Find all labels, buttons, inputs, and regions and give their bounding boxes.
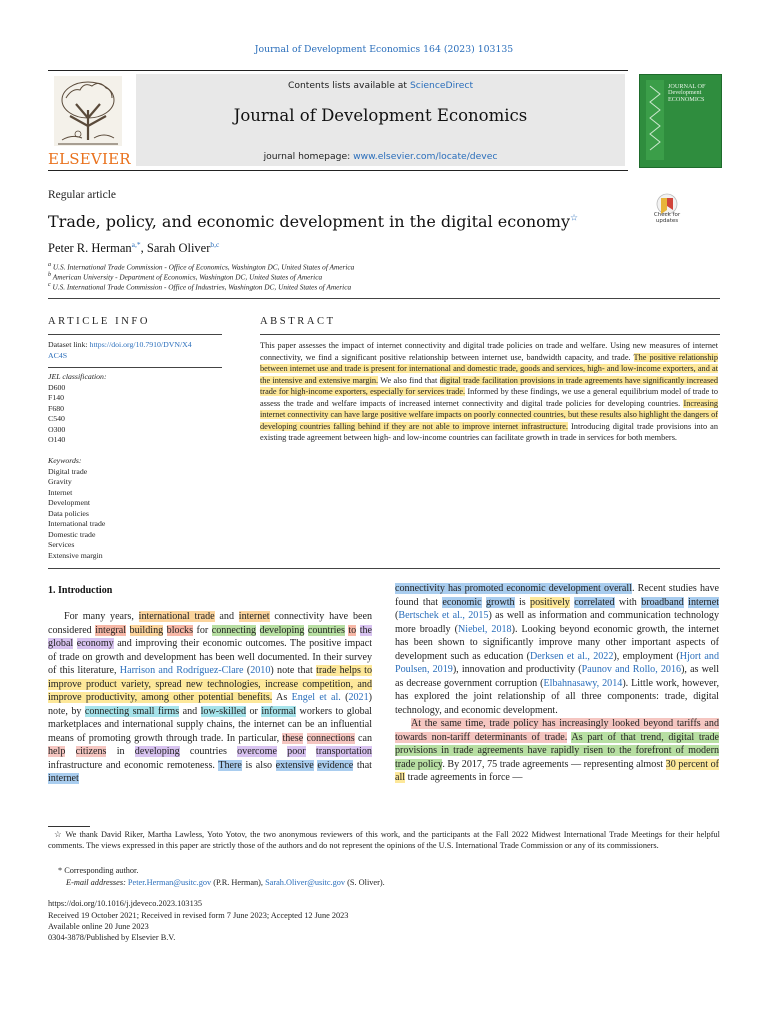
header-rule-top: [48, 70, 628, 71]
text: . Recent studies have found that: [395, 583, 720, 608]
highlight-span[interactable]: At the same time, trade policy has increasingly looked beyond tariffs and towards non-tariff determinants of trade.: [395, 718, 719, 743]
highlight-span[interactable]: evidence: [317, 759, 354, 771]
highlight-span[interactable]: help: [48, 746, 66, 757]
author-affiliation-mark[interactable]: b,c: [210, 240, 220, 249]
text: ) note that: [270, 665, 317, 676]
keyword: Data policies: [48, 508, 89, 518]
citation-link[interactable]: 2010: [250, 665, 271, 676]
article-title: [48, 212, 578, 231]
keyword: Internet: [48, 487, 73, 497]
text: connectivity have been considered: [48, 611, 372, 636]
divider: [48, 367, 222, 368]
journal-title: Journal of Development Economics: [233, 106, 528, 125]
cover-decoration: [646, 80, 664, 160]
keyword: Digital trade: [48, 466, 88, 476]
text: infrastructure and economic remoteness.: [48, 759, 219, 771]
highlight-span[interactable]: connecting small firms: [84, 705, 180, 717]
keyword: Development: [48, 498, 91, 507]
highlight-span[interactable]: blocks: [166, 624, 194, 636]
author-affiliation-mark[interactable]: a,*: [131, 240, 141, 249]
highlight-span[interactable]: global: [48, 638, 74, 649]
jel-code: F140: [48, 393, 65, 402]
highlight-span[interactable]: positively: [530, 596, 570, 608]
dataset-link[interactable]: https://doi.org/10.7910/DVN/X4: [89, 340, 192, 349]
sciencedirect-link[interactable]: ScienceDirect: [409, 80, 474, 91]
text: can: [354, 732, 373, 744]
divider: [48, 298, 720, 299]
text: for: [193, 624, 212, 636]
abstract-heading: ABSTRACT: [260, 316, 336, 327]
highlight-span[interactable]: There: [218, 759, 242, 771]
email-link[interactable]: Peter.Herman@usitc.gov: [127, 878, 212, 887]
abstract-text: This paper assesses the impact of internet connectivity and digital trade policies on trade and welfare. Using new measures of internet connectivity, we find a significant positive relationship between internet use, bandwidth capacity, and trade.: [260, 341, 718, 362]
journal-citation[interactable]: Journal of Development Economics 164 (2023) 103135: [254, 44, 514, 55]
highlight-span[interactable]: informal: [261, 705, 297, 717]
check-badge-line-1: Check for: [653, 212, 681, 218]
cover-title-line-3: ECONOMICS: [668, 95, 705, 103]
highlight-span[interactable]: broadband: [641, 596, 684, 608]
text: ), as well as decrease government corruption (: [395, 664, 719, 689]
intro-column-left: [48, 610, 372, 786]
highlight-span[interactable]: internet: [238, 611, 270, 622]
text: [256, 625, 259, 636]
citation-link[interactable]: Hjort and Poulsen, 2019: [395, 650, 719, 675]
text: [65, 746, 75, 757]
highlight-span[interactable]: poor: [287, 746, 306, 757]
jel-code: D600: [48, 382, 66, 392]
highlight-span[interactable]: The positive relationship between internet use and trade is present for international and domestic trade, goods and services, high- and low-income exporters, and at the intensive and extensive margin.: [260, 352, 718, 385]
highlight-span[interactable]: connections: [306, 732, 355, 744]
affiliation-c: [48, 282, 351, 291]
highlight-span[interactable]: developing: [259, 624, 305, 636]
email-owner: (P.R. Herman),: [211, 878, 266, 887]
footnote-rule: [48, 826, 90, 827]
author-separator: ,: [140, 241, 147, 256]
dataset-link-cont[interactable]: AC4S: [48, 350, 68, 360]
abstract-text: We also find that: [378, 375, 440, 385]
affiliation-text: U.S. International Trade Commission - Office of Economics, Washington DC, United States of America: [52, 262, 355, 272]
online-date: Available online 20 June 2023: [48, 922, 149, 931]
highlight-span[interactable]: trade helps to improve product variety, spread new technologies, increase competition, and improve productivity, among other potential benefits.: [48, 665, 373, 703]
affiliation-mark: c: [48, 282, 51, 288]
jel-code: O300: [48, 424, 66, 434]
highlight-span[interactable]: growth: [485, 596, 515, 608]
highlight-span[interactable]: 30 percent of all: [395, 758, 719, 783]
text: trade agreements in force —: [405, 772, 523, 783]
citation-link[interactable]: Niebel, 2018: [457, 623, 512, 635]
jel-block: [48, 372, 226, 446]
text: [306, 746, 316, 757]
author-name[interactable]: Sarah Oliver: [146, 241, 211, 256]
citation-link[interactable]: 2021: [348, 692, 369, 703]
jel-code: C540: [48, 414, 65, 423]
citation-link[interactable]: Derksen et al., 2022: [529, 650, 614, 662]
jel-code: O140: [48, 435, 66, 444]
highlight-span[interactable]: overcome: [237, 746, 277, 757]
header-rule-bottom: [48, 170, 628, 171]
keyword: International trade: [48, 519, 106, 528]
elsevier-wordmark: ELSEVIER: [48, 150, 131, 168]
affiliation-mark: b: [48, 272, 52, 278]
homepage-prefix: journal homepage:: [263, 151, 354, 162]
affiliation-b: [48, 272, 322, 281]
jel-code: F680: [48, 403, 65, 413]
text: (: [340, 692, 349, 703]
email-label: E-mail addresses:: [66, 878, 126, 887]
highlight-span[interactable]: economy: [76, 638, 114, 649]
affiliation-text: U.S. International Trade Commission - Office of Industries, Washington DC, United States of America: [52, 282, 352, 292]
check-for-updates-label: [645, 212, 689, 224]
keywords-label: Keywords:: [48, 456, 82, 465]
affiliation-text: American University - Department of Economics, Washington DC, United States of America: [52, 272, 323, 282]
text: ), employment (: [613, 650, 680, 662]
jel-label: JEL classification:: [48, 372, 107, 381]
intro-paragraph: [395, 717, 719, 785]
article-info-heading: ARTICLE INFO: [48, 316, 151, 327]
cover-title-line-1: JOURNAL OF: [668, 83, 706, 90]
footnote-text: Corresponding author.: [64, 866, 139, 875]
history-dates: Received 19 October 2021; Received in revised form 7 June 2023; Accepted 12 June 2023: [48, 911, 349, 920]
highlight-span[interactable]: As part of that trend, digital trade provisions in trade agreements have rapidly risen to the forefront of modern trade policy: [395, 731, 719, 770]
footnote-star-mark: ☆: [54, 830, 63, 839]
citation-link[interactable]: Paunov and Rollo, 2016: [581, 664, 682, 675]
text: or: [246, 705, 262, 717]
email-owner: (S. Oliver).: [345, 878, 385, 887]
article-title-text: Trade, policy, and economic development in the digital economy: [48, 212, 570, 231]
dataset-label: Dataset link:: [48, 340, 90, 349]
author-name[interactable]: Peter R. Herman: [48, 241, 132, 256]
abstract-text: Introducing digital trade provisions into an existing trade agreement between high- and low-income countries can facilitate growth in trade in services for both members.: [260, 421, 718, 442]
homepage-link[interactable]: www.elsevier.com/locate/devec: [353, 151, 498, 162]
highlight-span[interactable]: extensive: [275, 759, 314, 771]
text: in: [106, 746, 135, 757]
email-link[interactable]: Sarah.Oliver@usitc.gov: [265, 878, 346, 887]
text: workers to global marketplaces and international supply chains, the internet can be an influential means of promoting growth through trade. In particular,: [48, 705, 372, 744]
cover-title-line-2: Development: [668, 89, 702, 97]
intro-heading: 1. Introduction: [48, 585, 113, 596]
text: For many years,: [64, 611, 139, 622]
highlight-span[interactable]: internet: [688, 596, 720, 608]
text: [303, 733, 306, 744]
citation-link[interactable]: Bertschek et al., 2015: [398, 610, 489, 621]
highlight-span[interactable]: the: [359, 624, 373, 636]
text: with: [614, 596, 642, 608]
highlight-span[interactable]: low-skilled: [200, 705, 247, 717]
title-footnote-mark[interactable]: ☆: [569, 213, 579, 224]
text: and: [214, 611, 239, 622]
text: [277, 746, 287, 757]
highlight-span[interactable]: economic: [442, 596, 482, 608]
text: ). Little work, however, has explored the joint relationship of all three components: trade, digital technology, and economic development.: [395, 677, 719, 716]
keyword: Domestic trade: [48, 529, 96, 539]
text: [126, 625, 129, 636]
text: and improving their economic outcomes. The positive impact of trade on growth and development has been well documented. In their survey of this literature,: [48, 638, 372, 676]
highlight-span[interactable]: countries: [307, 624, 345, 636]
footnote-corr-mark: *: [58, 866, 63, 875]
contents-line: [136, 80, 625, 91]
text: is: [514, 596, 531, 608]
homepage-line: [136, 151, 625, 162]
abstract-body: [260, 340, 718, 444]
intro-paragraph: [48, 610, 372, 786]
text: ) as well as information and communication technology more broadly (: [395, 610, 719, 635]
intro-column-right: [395, 582, 719, 785]
highlight-span[interactable]: integral: [95, 624, 127, 636]
highlight-span[interactable]: connectivity has promoted economic development overall: [395, 583, 633, 594]
affiliation-a: [48, 262, 354, 271]
keyword: Gravity: [48, 477, 72, 486]
divider: [48, 334, 222, 335]
text: that: [353, 759, 372, 771]
cover-title: [668, 84, 718, 103]
text: ). Looking beyond economic growth, the internet has been shown to significantly improve many other important aspects of development such as education (: [395, 623, 720, 662]
dataset-link-block: [48, 340, 226, 361]
highlight-span[interactable]: digital trade facilitation provisions in trade agreements have significantly increased trade for high-income exporters, especially for services trade.: [260, 375, 719, 396]
highlight-span[interactable]: international trade: [138, 611, 215, 622]
highlight-span[interactable]: transportation: [315, 746, 372, 757]
keyword: Services: [48, 540, 75, 549]
highlight-span[interactable]: building: [129, 624, 164, 636]
text: As: [272, 692, 292, 703]
highlight-span[interactable]: internet: [48, 773, 79, 784]
keyword: Extensive margin: [48, 550, 103, 560]
issn-line: 0304-3878/Published by Elsevier B.V.: [48, 933, 176, 942]
keywords-block: [48, 456, 226, 561]
email-footnote: [66, 877, 720, 888]
citation-link[interactable]: Engel et al.: [291, 692, 341, 703]
citation-link[interactable]: Harrison and Rodríguez-Clare: [119, 665, 244, 676]
highlight-span[interactable]: correlated: [574, 596, 615, 608]
text: (: [243, 665, 251, 676]
affiliation-mark: a: [48, 262, 52, 268]
text: ), innovation and productivity (: [452, 664, 582, 675]
highlight-span[interactable]: connecting: [211, 624, 257, 636]
divider: [260, 334, 720, 335]
corresponding-footnote: [48, 865, 720, 876]
contents-prefix: Contents lists available at: [287, 80, 410, 91]
highlight-span[interactable]: developing: [134, 746, 180, 757]
intro-paragraph: [395, 582, 719, 717]
check-badge-line-2: updates: [655, 218, 679, 224]
divider: [48, 568, 720, 569]
acknowledgement-footnote: [48, 829, 720, 852]
text: . By 2017, 75 trade agreements — representing almost: [442, 758, 666, 770]
citation-link[interactable]: Elbahnasawy, 2014: [543, 677, 623, 689]
abstract-text: Informed by these findings, we use a general equilibrium model of trade to assess the trade and welfare impacts of increased internet connectivity and digital trade policies for developing countries.: [260, 387, 718, 408]
highlight-span[interactable]: to: [348, 624, 357, 636]
highlight-span[interactable]: citizens: [75, 746, 107, 757]
highlight-span[interactable]: these: [282, 732, 304, 744]
text: and: [179, 705, 201, 717]
text: is also: [241, 759, 276, 771]
text: (: [395, 610, 399, 621]
doi-link[interactable]: https://doi.org/10.1016/j.jdeveco.2023.103135: [48, 899, 203, 908]
article-type: Regular article: [48, 189, 117, 201]
text: countries: [179, 746, 238, 757]
author-list: [48, 240, 219, 256]
text: ) note, by: [48, 692, 372, 717]
highlight-span[interactable]: Increasing internet connectivity can have large positive welfare impacts on poorly connected countries, but these results also highlight the dangers of developing countries falling behind if they are not able to improve internet infrastructure.: [260, 398, 718, 431]
footnote-text: We thank David Riker, Martha Lawless, Yoto Yotov, the two anonymous reviewers of this work, and the participants at the Fall 2022 Midwest International Trade Meetings for their helpful comments. The views expressed in this paper are strictly those of the authors and do not represent the opinions of the U.S. International Trade Commission or any of its commissioners.: [48, 830, 720, 851]
